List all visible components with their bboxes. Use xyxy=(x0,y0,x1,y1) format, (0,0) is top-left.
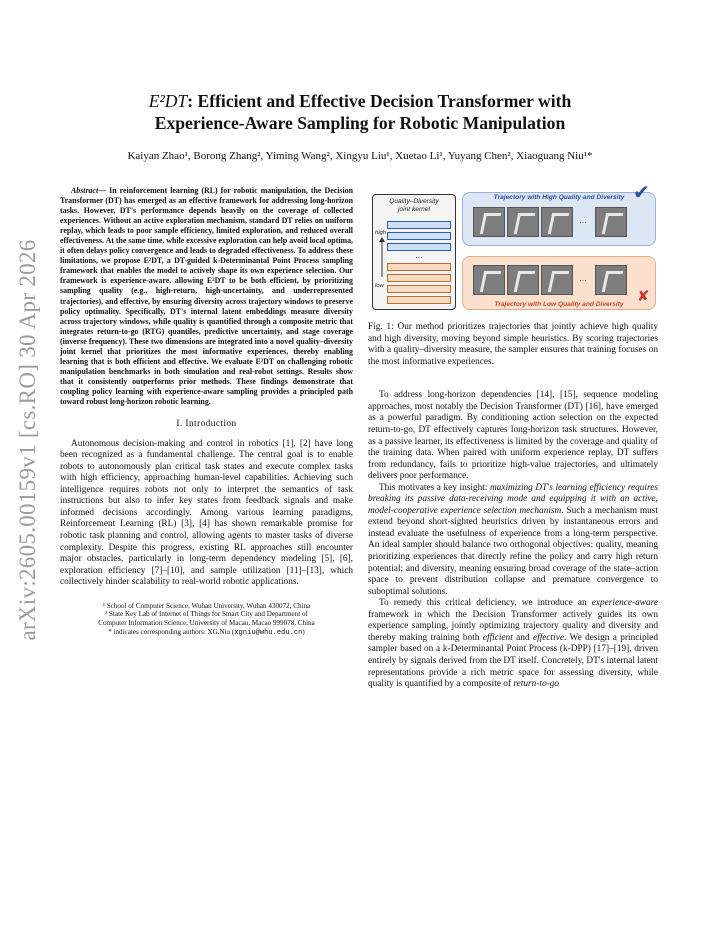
footnote-affiliation-2a: ² State Key Lab of Internet of Things for Smart City and Department of xyxy=(105,610,308,619)
corresponding-email[interactable]: xgniu@whu.edu.cn xyxy=(234,628,303,637)
right-paragraph-3 xyxy=(368,598,658,690)
footnote-affiliation-1: ¹ School of Computer Science, Wuhan University, Wuhan 430072, China xyxy=(102,601,311,610)
abstract-lead: Abstract xyxy=(71,186,99,195)
frames-ellipsis: … xyxy=(579,274,587,283)
kernel-row-low xyxy=(387,263,451,271)
kernel-title-line-2: joint kernel xyxy=(398,206,430,213)
para2-post: . Such a mechanism must extend beyond short-sighted heuristics driven by instantaneous errors and instead evaluate the usefulness of experience from a long-term perspective. An ideal sampler should balance two orthogonal objectives: quality, meaning prioritizing experiences that directly refine the policy and carry high return potential; and diversity, meaning ensuring broad coverage of the state–action space to prevent distribution collapse and premature convergence to suboptimal solutions. xyxy=(368,505,658,597)
abstract-body: — In reinforcement learning (RL) for robotic manipulation, the Decision Transformer (DT) has emerged as an effective framework for addressing long-horizon tasks. However, DT's performance depends heavily on the coverage of collected experiences. Without an active exploration mechanism, standard DT relies on uniform replay, which leads to poor sample efficiency, limited exploration, and reduced overall effectiveness. At the same time, while excessive exploration can help avoid local optima, it often delays policy convergence and leads to degraded effectiveness. To address these limitations, we propose E²DT, a DT-guided k-Determinantal Point Process sampling framework that enables the model to actively shape its own experience selection. Our framework is experience-aware, allowing E²DT to be both efficient, by prioritizing sampling quality (e.g., high-return, high-uncertainty, and underrepresented trajectories), and effective, by ensuring diversity across trajectory windows to preserve policy optimality. Specifically, DT's internal latent embeddings measure diversity across trajectory windows, while quality is quantified through a composite metric that integrates return-to-go (RTG) quantiles, predictive uncertainty, and stage coverage (inverse frequency). These two dimensions are integrated into a novel quality–diversity joint kernel that prioritizes the most informative experiences, thereby enabling learning that is both efficient and effective. We evaluate E²DT on challenging robotic manipulation benchmarks in both simulation and real-robot settings. Results show that it consistently outperforms prior methods. These findings demonstrate that coupling policy learning with experience-aware sampling provides a principled path toward robust long-horizon robotic learning. xyxy=(60,186,354,406)
kernel-row-low xyxy=(387,285,451,293)
footnote-corresponding-post: ) xyxy=(302,627,305,636)
check-mark-icon: ✔ xyxy=(633,180,650,204)
kernel-row-high xyxy=(387,232,451,240)
low-quality-label: Trajectory with Low Quality and Diversity xyxy=(494,301,624,308)
up-arrow-icon xyxy=(379,237,385,277)
arxiv-identifier: arXiv:2605.00159v1 [cs.RO] 30 Apr 2026 xyxy=(15,239,40,641)
robot-frame-thumbnail xyxy=(507,265,539,295)
right-column xyxy=(368,180,658,691)
intro-paragraph: Autonomous decision-making and control in robotics [1], [2] have long been recognized as a fundamental challenge. The central goal is to enable robots to autonomously plan critical task states and execute complex tasks with high efficiency, approaching human-level capabilities. Achieving such intelligence requires robots not only to interpret the semantics of task instructions but also to infer key states from feedback signals and make informed decisions accordingly. Among various learning paradigms, Reinforcement Learning (RL) [3], [4] has shown remarkable promise for robotic task planning and control, allowing agents to master tasks of diverse complexity. Despite this progress, existing RL approaches still encounter major obstacles, particularly in long-term dependency modeling [5], [6], exploration efficiency [7]–[10], and sample utilization [11]–[13], which collectively hinder scalability to real-world robotic applications. xyxy=(60,438,353,588)
figure-1-caption: Fig. 1: Our method prioritizes trajectories that jointly achieve high quality and high diversity, moving beyond simple heuristics. By scoring trajectories with a quality–diversity measure, the sampler ensures that training focuses on the most informative experiences. xyxy=(368,322,658,367)
arxiv-side-stamp xyxy=(6,215,50,665)
para3-part-4: . We design a principled sampler based on a k-Determinantal Point Process (k-DPP) [17]–[19], driven entirely by signals derived from the DT itself. Concretely, DT's internal latent representations provide a rich metric space for assessing diversity, while quality is quantified by a composite of xyxy=(368,632,658,690)
robot-frame-thumbnail xyxy=(541,207,573,237)
para3-emph-2: efficient xyxy=(482,632,513,643)
footnote-corresponding xyxy=(60,628,353,638)
abstract xyxy=(60,186,353,407)
footnote-corresponding-pre: * indicates corresponding authors: XG.Niu ( xyxy=(108,627,235,636)
para3-emph-3: effective xyxy=(533,632,564,643)
author-list: Kaiyan Zhao¹, Borong Zhang², Yiming Wang², Xingyu Liu¹, Xuetao Li¹, Yuyang Chen², Xiaoguang Niu¹* xyxy=(127,150,593,162)
paper-title xyxy=(80,90,640,134)
robot-frame-thumbnail xyxy=(541,265,573,295)
kernel-row-low xyxy=(387,274,451,282)
footnote-affiliation-2b: Computer Information Science, University of Macau, Macao 999078, China xyxy=(98,619,315,628)
footnotes xyxy=(60,602,353,638)
title-line-1 xyxy=(80,90,640,112)
kernel-title-line-1: Quality–Diversity xyxy=(389,198,439,205)
robot-frame-thumbnail xyxy=(507,207,539,237)
cross-mark-icon: ✘ xyxy=(637,287,650,305)
para2-pre: This motivates a key insight: xyxy=(379,482,490,493)
robot-frame-thumbnail xyxy=(473,265,505,295)
title-line-2: Experience-Aware Sampling for Robotic Manipulation xyxy=(154,113,566,133)
low-label: low xyxy=(375,283,384,289)
robot-frame-thumbnail xyxy=(595,207,627,237)
title-rest: : Efficient and Effective Decision Transformer with xyxy=(187,91,572,111)
robot-frame-thumbnail xyxy=(595,265,627,295)
kernel-row-high xyxy=(387,221,451,229)
high-label: high xyxy=(375,230,386,236)
para3-part-1: To remedy this critical deficiency, we introduce an xyxy=(379,598,592,609)
para3-emph-1: experience-aware xyxy=(591,598,658,609)
para3-part-3: and xyxy=(512,632,534,643)
figure-1 xyxy=(368,180,658,316)
frames-ellipsis: … xyxy=(579,216,587,225)
section-heading-introduction: I. Introduction xyxy=(176,419,237,430)
joint-kernel-box xyxy=(372,194,456,310)
para2-emphasis: maximizing DT's learning efficiency requires breaking its passive data-receiving mode and equipping it with an active, model-cooperative experience selection mechanism xyxy=(368,482,658,516)
para3-part-2: framework in which the Decision Transformer actively guides its own experience sampling, jointly optimizing trajectory quality and diversity and thereby making training both xyxy=(368,609,658,643)
right-paragraph-2 xyxy=(368,483,658,598)
high-quality-panel xyxy=(462,180,656,246)
left-column xyxy=(60,186,353,638)
robot-frame-thumbnail xyxy=(473,207,505,237)
title-math: E²DT xyxy=(148,91,188,111)
right-paragraph-1: To address long-horizon dependencies [14], [15], sequence modeling approaches, most notably the Decision Transformer (DT) [16], have emerged as a powerful paradigm. By conditioning action selection on the expected return-to-go, DT effectively captures long-horizon task structures. However, as a passive learner, its effectiveness is limited by the coverage and quality of the training data. When paired with uniform experience replay, DT suffers from redundancy, fails to prioritize high-value trajectories, and ultimately delivers poor performance. xyxy=(368,390,658,482)
low-quality-panel xyxy=(462,256,656,310)
high-quality-label: Trajectory with High Quality and Diversity xyxy=(493,194,625,201)
kernel-row-low xyxy=(387,296,451,304)
kernel-ellipsis: … xyxy=(415,251,423,260)
para3-emph-4: return-to-go xyxy=(513,679,559,690)
kernel-title xyxy=(373,198,455,214)
